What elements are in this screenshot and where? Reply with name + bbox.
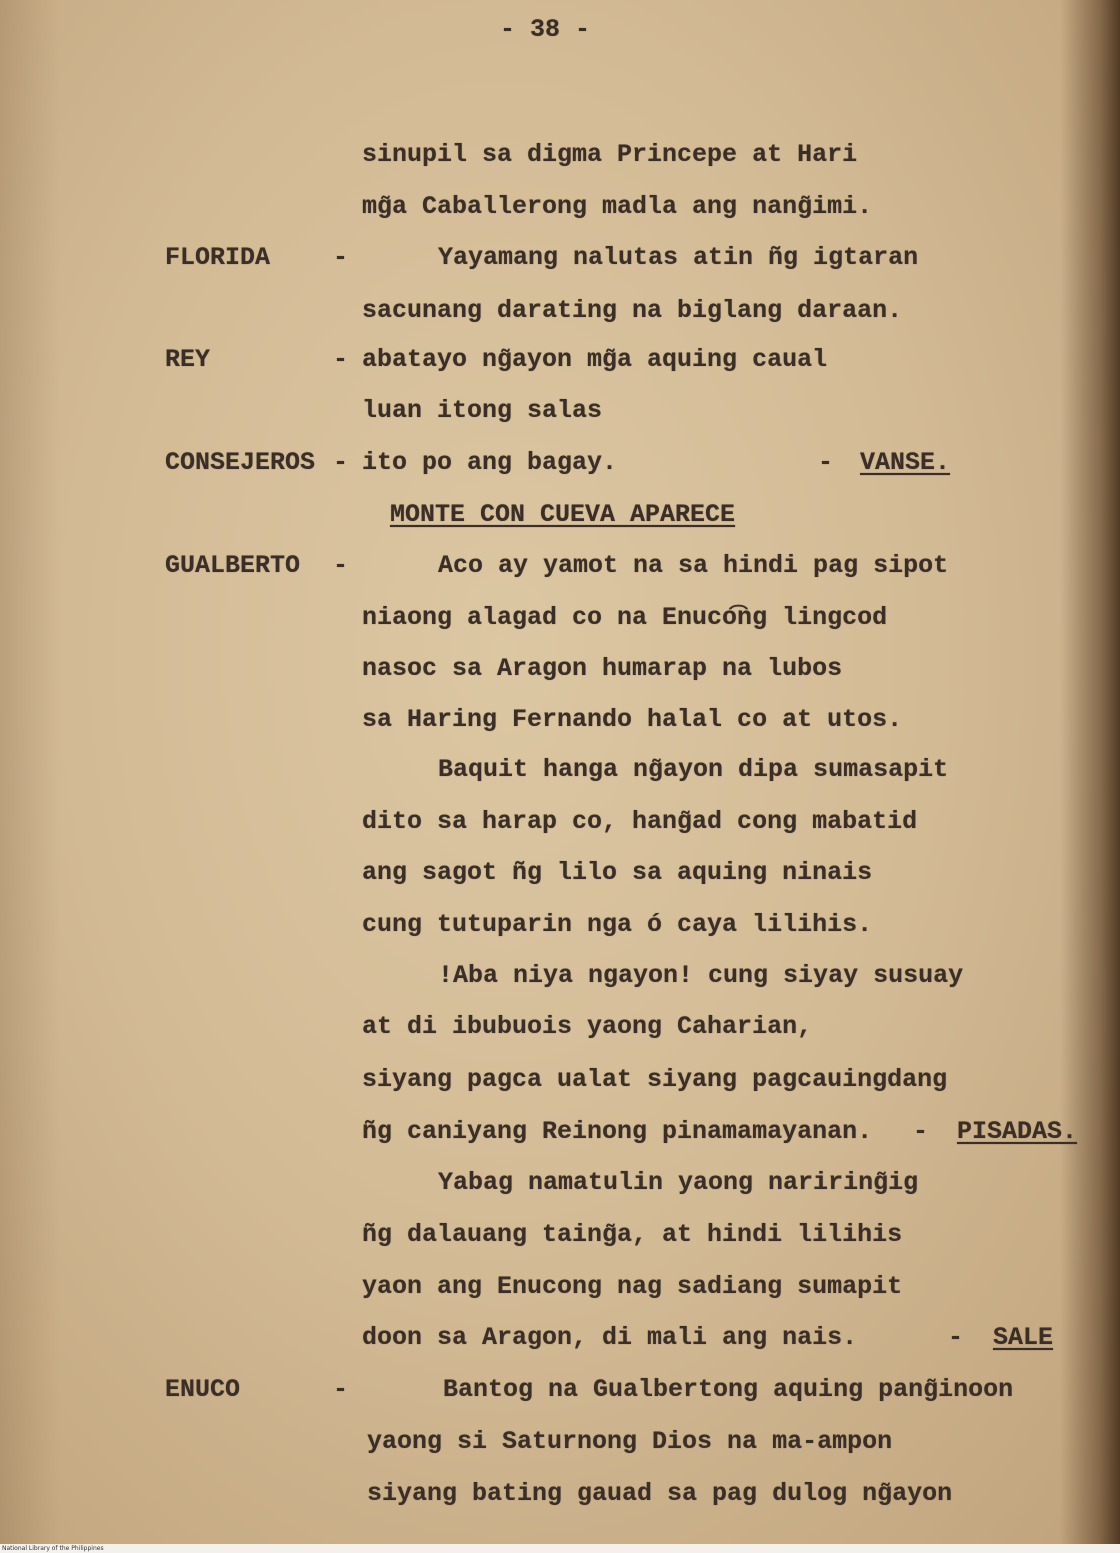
script-line (0, 346, 1120, 374)
line-text: !Aba niya ngayon! cung siyay susuay (438, 961, 964, 990)
line-text: siyang pagca ualat siyang pagcauingdang (362, 1065, 948, 1094)
line-text: ñg dalauang taing̃a, at hindi lilihis (362, 1220, 903, 1249)
script-line (0, 244, 1120, 272)
line-text: Yayamang nalutas atin ñg igtaran (438, 243, 919, 272)
stage-direction: PISADAS. (957, 1117, 1078, 1146)
line-text: dito sa harap co, hang̃ad cong mabatid (362, 807, 918, 836)
scene-heading: MONTE CON CUEVA APARECE (390, 500, 736, 529)
line-text: Aco ay yamot na sa hindi pag sipot (438, 551, 949, 580)
line-text: doon sa Aragon, di mali ang nais. (362, 1323, 858, 1352)
script-line (0, 449, 1120, 477)
script-line (0, 655, 1120, 683)
line-text: ñg caniyang Reinong pinamamayanan. (362, 1117, 873, 1146)
speaker-dash: - (333, 1375, 349, 1404)
line-text: Yabag namatulin yaong nariring̃ig (438, 1168, 919, 1197)
script-line (0, 552, 1120, 580)
speaker-name: FLORIDA (165, 243, 271, 272)
line-text: nasoc sa Aragon humarap na lubos (362, 654, 843, 683)
speaker-name: CONSEJEROS (165, 448, 316, 477)
line-text: ito po ang bagay. (362, 448, 618, 477)
script-line (0, 1376, 1120, 1404)
line-text: sacunang darating na biglang daraan. (362, 296, 903, 325)
script-line (0, 962, 1120, 990)
speaker-dash: - (333, 551, 349, 580)
speaker-dash: - (333, 345, 349, 374)
stage-direction: VANSE. (860, 448, 951, 477)
line-text: sa Haring Fernando halal co at utos. (362, 705, 903, 734)
line-text: yaong si Saturnong Dios na ma-ampon (367, 1427, 893, 1456)
line-text: sinupil sa digma Princepe at Hari (362, 140, 858, 169)
script-line (0, 1013, 1120, 1041)
script-line (0, 193, 1120, 221)
line-text: yaon ang Enucong nag sadiang sumapit (362, 1272, 903, 1301)
line-text: niaong alagad co na Enuco͡ng lingcod (362, 603, 888, 632)
stage-direction: SALE (993, 1323, 1054, 1352)
script-line (0, 1169, 1120, 1197)
script-line (0, 756, 1120, 784)
footer-band (0, 1544, 1120, 1553)
script-line (0, 1480, 1120, 1508)
script-line (0, 1066, 1120, 1094)
footer-credit: National Library of the Philippines (2, 1545, 104, 1552)
line-text: mg̃a Caballerong madla ang nang̃imi. (362, 192, 873, 221)
script-line (0, 297, 1120, 325)
speaker-dash: - (333, 448, 349, 477)
line-text: abatayo ng̃ayon mg̃a aquing caual (362, 345, 828, 374)
stage-direction-dash: - (948, 1323, 964, 1352)
script-line (0, 604, 1120, 632)
stage-direction-dash: - (818, 448, 834, 477)
script-line (0, 1118, 1120, 1146)
script-line (0, 1324, 1120, 1352)
speaker-name: ENUCO (165, 1375, 241, 1404)
page-number: - 38 - (499, 15, 590, 44)
script-line (0, 1273, 1120, 1301)
stage-direction-dash: - (913, 1117, 929, 1146)
script-line (0, 911, 1120, 939)
speaker-dash: - (333, 243, 349, 272)
script-line (0, 808, 1120, 836)
script-line (0, 501, 1120, 529)
line-text: cung tutuparin nga ó caya lilihis. (362, 910, 873, 939)
script-line (0, 141, 1120, 169)
script-line (0, 859, 1120, 887)
script-line (0, 397, 1120, 425)
script-line (0, 706, 1120, 734)
line-text: Baquit hanga ng̃ayon dipa sumasapit (438, 755, 949, 784)
script-line (0, 1221, 1120, 1249)
line-text: ang sagot ñg lilo sa aquing ninais (362, 858, 873, 887)
line-text: at di ibubuois yaong Caharian, (362, 1012, 813, 1041)
line-text: siyang bating gauad sa pag dulog ng̃ayon (367, 1479, 953, 1508)
line-text: Bantog na Gualbertong aquing pang̃inoon (443, 1375, 1014, 1404)
script-line (0, 1428, 1120, 1456)
line-text: luan itong salas (362, 396, 603, 425)
speaker-name: REY (165, 345, 211, 374)
speaker-name: GUALBERTO (165, 551, 301, 580)
